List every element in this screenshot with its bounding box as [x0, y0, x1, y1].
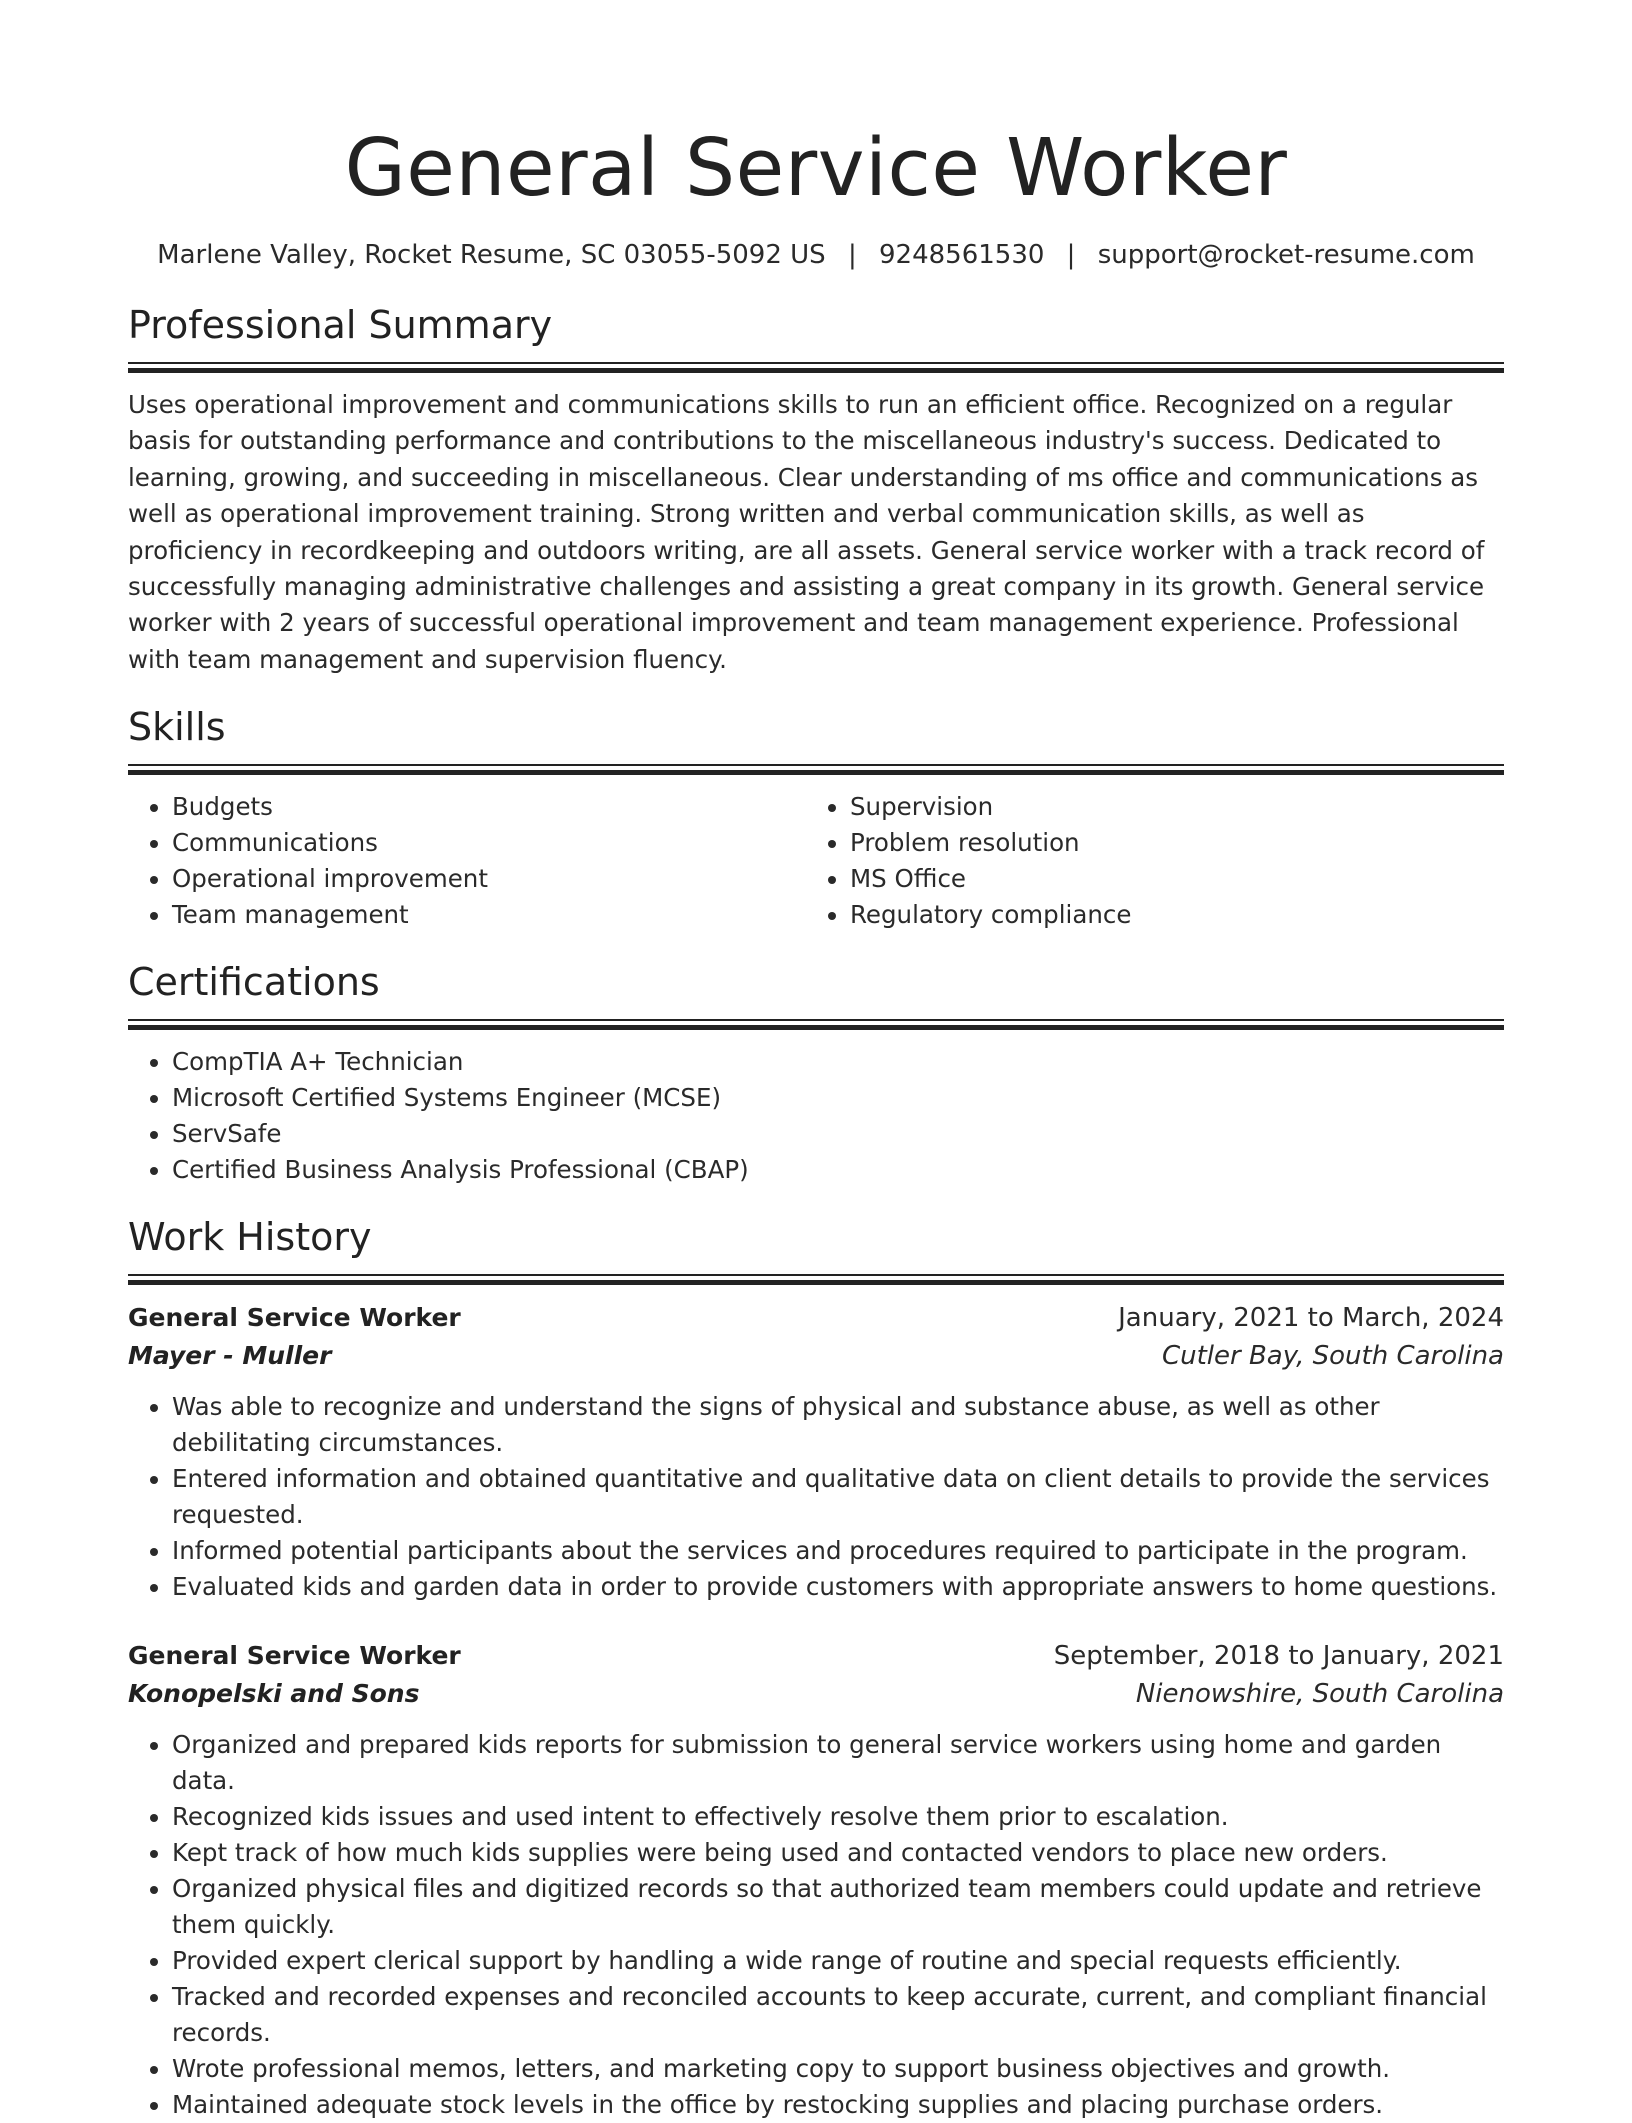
job-bullet: • Evaluated kids and garden data in order to provide customers with appropriate answers to home questions. — [172, 1569, 1504, 1605]
resume-page — [128, 0, 1504, 2123]
skill-item: • Team management — [172, 897, 806, 933]
section-title-skills: Skills — [128, 705, 226, 750]
skill-item: • Regulatory compliance — [850, 897, 1484, 933]
resume-name: General Service Worker — [344, 122, 1288, 214]
certification-item: • Microsoft Certified Systems Engineer (MCSE) — [172, 1080, 1504, 1116]
job-bullet: • Kept track of how much kids supplies were being used and contacted vendors to place new orders. — [172, 1835, 1504, 1871]
job-bullet: • Recognized kids issues and used intent to effectively resolve them prior to escalation. — [172, 1799, 1504, 1835]
job-bullet: • Tracked and recorded expenses and reconciled accounts to keep accurate, current, and compliant financial records. — [172, 1979, 1504, 2051]
skill-item: • Problem resolution — [850, 825, 1484, 861]
job-location: Nienowshire, South Carolina — [1135, 1679, 1504, 1710]
job-title: General Service Worker — [128, 1641, 461, 1671]
contact-address: Marlene Valley, Rocket Resume, SC 03055-5092 US — [157, 240, 826, 270]
section-title-work-history: Work History — [128, 1215, 372, 1260]
job-bullet-list — [128, 1727, 1504, 2123]
skill-item: • Supervision — [850, 789, 1484, 825]
job-entry — [128, 1637, 1504, 2123]
certification-item: • ServSafe — [172, 1116, 1504, 1152]
section-divider — [128, 1019, 1504, 1030]
job-title: General Service Worker — [128, 1303, 461, 1333]
job-bullet-list — [128, 1389, 1504, 1605]
contact-email: support@rocket-resume.com — [1097, 240, 1475, 270]
skills-columns — [128, 789, 1504, 933]
job-location: Cutler Bay, South Carolina — [1161, 1341, 1504, 1372]
work-history-section — [128, 1214, 1504, 2123]
job-dates: September, 2018 to January, 2021 — [1053, 1641, 1504, 1672]
contact-separator: | — [847, 240, 857, 270]
skill-item: • MS Office — [850, 861, 1484, 897]
skills-column-right — [806, 789, 1484, 933]
contact-phone: 9248561530 — [878, 240, 1045, 270]
job-bullet: • Was able to recognize and understand the signs of physical and substance abuse, as well as other debilitating circumstances. — [172, 1389, 1504, 1461]
section-divider — [128, 1274, 1504, 1285]
skills-section — [128, 704, 1504, 933]
section-title-summary: Professional Summary — [128, 303, 553, 347]
skills-column-left — [128, 789, 806, 933]
job-bullet: • Wrote professional memos, letters, and marketing copy to support business objectives and growth. — [172, 2051, 1504, 2087]
summary-text: Uses operational improvement and communications skills to run an efficient office. Recognized on a regular basis for outstanding performance and contributions to the miscellaneous industry's success. Dedicated to learning, growing, and succeeding in miscellaneous. Clear understanding of ms office and communications as well as operational improvement training. Strong written and verbal communication skills, as well as proficiency in recordkeeping and outdoors writing, are all assets. General service worker with a track record of successfully managing administrative challenges and assisting a great company in its growth. General service worker with 2 years of successful operational improvement and team management experience. Professional with team management and supervision fluency. — [128, 390, 1485, 674]
certifications-section — [128, 959, 1504, 1188]
section-title-certifications: Certifications — [128, 960, 380, 1005]
contact-separator: | — [1066, 240, 1076, 270]
certification-item: • Certified Business Analysis Professional (CBAP) — [172, 1152, 1504, 1188]
skill-item: • Operational improvement — [172, 861, 806, 897]
contact-line — [128, 238, 1504, 272]
job-dates: January, 2021 to March, 2024 — [1118, 1303, 1504, 1334]
skill-item: • Communications — [172, 825, 806, 861]
job-bullet: • Entered information and obtained quantitative and qualitative data on client details to provide the services requested. — [172, 1461, 1504, 1533]
job-bullet: • Organized and prepared kids reports for submission to general service workers using home and garden data. — [172, 1727, 1504, 1799]
job-bullet: • Organized physical files and digitized records so that authorized team members could update and retrieve them quickly. — [172, 1871, 1504, 1943]
job-header — [128, 1637, 1504, 1675]
job-company: Mayer - Muller — [128, 1341, 332, 1371]
section-divider — [128, 362, 1504, 373]
job-bullet: • Maintained adequate stock levels in the office by restocking supplies and placing purchase orders. — [172, 2087, 1504, 2123]
job-entry — [128, 1299, 1504, 1605]
job-bullet: • Provided expert clerical support by handling a wide range of routine and special requests efficiently. — [172, 1943, 1504, 1979]
job-subheader — [128, 1675, 1504, 1713]
job-subheader — [128, 1337, 1504, 1375]
certification-item: • CompTIA A+ Technician — [172, 1044, 1504, 1080]
skill-item: • Budgets — [172, 789, 806, 825]
job-bullet: • Informed potential participants about the services and procedures required to participate in the program. — [172, 1533, 1504, 1569]
section-divider — [128, 764, 1504, 775]
job-header — [128, 1299, 1504, 1337]
summary-section — [128, 302, 1504, 678]
job-company: Konopelski and Sons — [128, 1679, 420, 1709]
